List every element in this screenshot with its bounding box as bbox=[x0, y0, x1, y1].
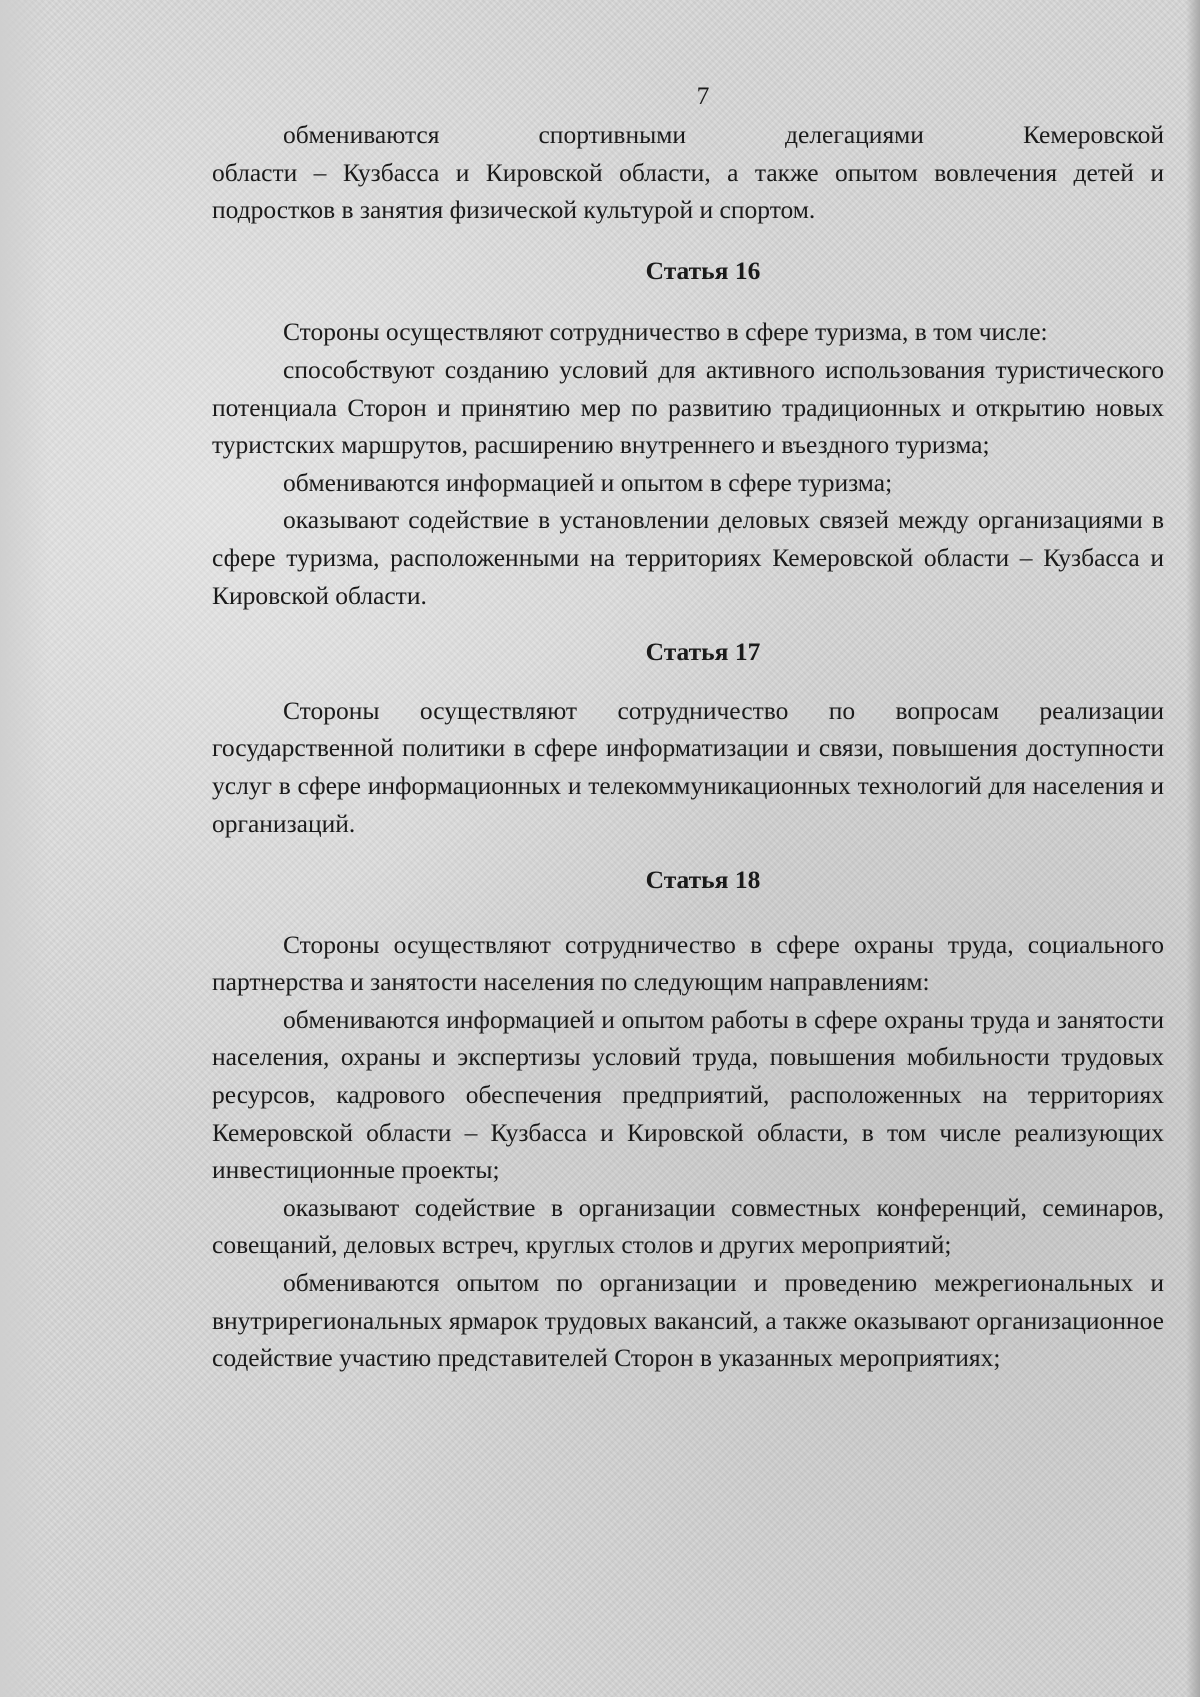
document-page bbox=[212, 76, 1164, 1377]
scan-left-edge bbox=[0, 0, 50, 1697]
page-number: 7 bbox=[696, 81, 710, 110]
article-16-paragraph: обмениваются информацией и опытом в сфере туризма; bbox=[283, 467, 893, 497]
article-18-title: Статья 18 bbox=[645, 865, 761, 895]
article-16-title: Статья 16 bbox=[645, 255, 761, 285]
scan-right-edge bbox=[1186, 0, 1200, 1697]
article-16-paragraph: Стороны осуществляют сотрудничество в сфере туризма, в том числе: bbox=[283, 317, 1048, 347]
article-17-title: Статья 17 bbox=[645, 637, 761, 667]
article-18-paragraph: обмениваются информацией и опытом работы в сфере охраны труда и занятости населения, охраны и экспертизы условий труда, повышения мобильности трудовых ресурсов, кадрового обеспечения предприятий, расположенных на территориях Кемеровской области – Кузбасса и Кировской области, в том числе реализующих инвестиционные проекты; bbox=[212, 1004, 1164, 1185]
intro-continuation: области – Кузбасса и Кировской области, а также опытом вовлечения детей и подростков в занятия физической культурой и спортом. bbox=[212, 157, 1164, 225]
article-16-paragraph: способствуют созданию условий для активного использования туристического потенциала Сторон и принятию мер по развитию традиционных и открытию новых туристских маршрутов, расширению внутреннего и въездного туризма; bbox=[212, 354, 1164, 460]
intro-first-line: обмениваются спортивными делегациями Кемеровской bbox=[283, 120, 1164, 149]
article-18-paragraph: оказывают содействие в организации совместных конференций, семинаров, совещаний, деловых встреч, круглых столов и других мероприятий; bbox=[212, 1192, 1164, 1260]
article-18-paragraph: Стороны осуществляют сотрудничество в сфере охраны труда, социального партнерства и занятости населения по следующим направлениям: bbox=[212, 929, 1164, 997]
article-17-paragraph: Стороны осуществляют сотрудничество по вопросам реализации государственной политики в сфере информатизации и связи, повышения доступности услуг в сфере информационных и телекоммуникационных технологий для населения и организаций. bbox=[212, 695, 1164, 838]
article-18-paragraph: обмениваются опытом по организации и проведению межрегиональных и внутрирегиональных ярмарок трудовых вакансий, а также оказывают организационное содействие участию представителей Сторон в указанных мероприятиях; bbox=[212, 1268, 1164, 1373]
article-16-paragraph: оказывают содействие в установлении деловых связей между организациями в сфере туризма, расположенными на территориях Кемеровской области – Кузбасса и Кировской области. bbox=[212, 505, 1164, 610]
